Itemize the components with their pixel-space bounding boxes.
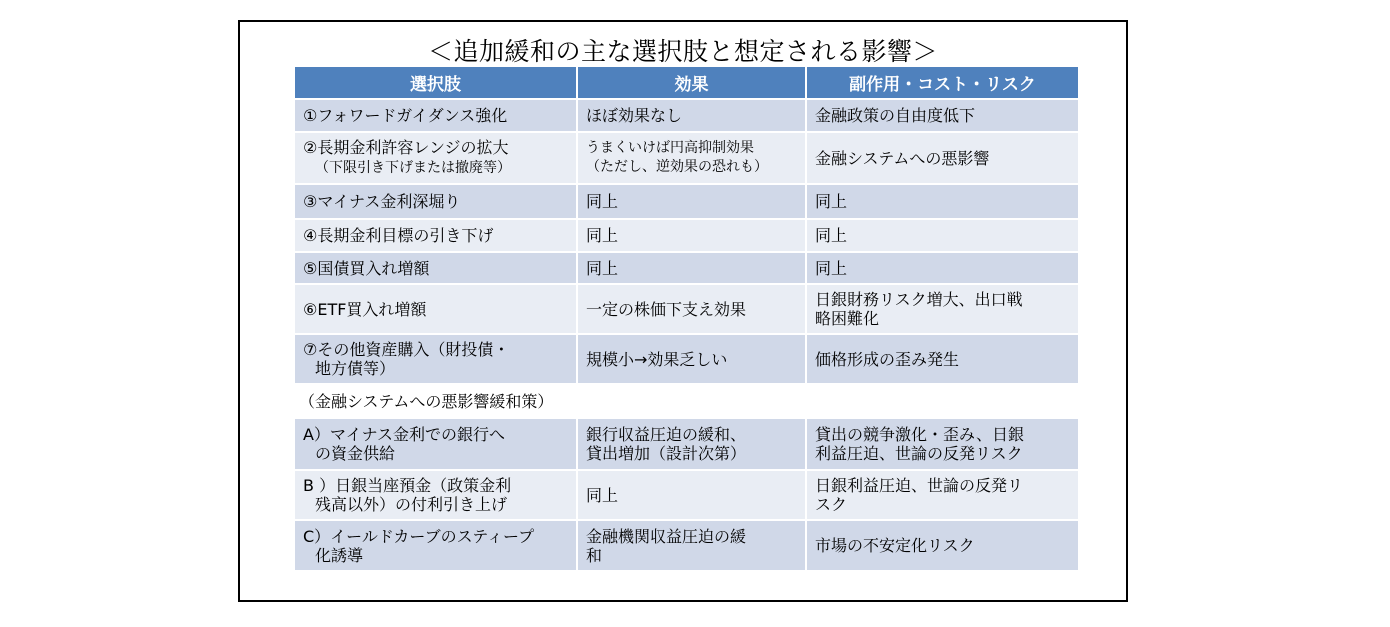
risk-cell: 同上	[806, 184, 1078, 219]
option-cell: A）マイナス金利での銀行へ の資金供給	[295, 418, 577, 470]
risk-cell: 市場の不安定化リスク	[806, 520, 1078, 571]
page-title: ＜追加緩和の主な選択肢と想定される影響＞	[427, 37, 938, 66]
table-row	[295, 418, 1078, 470]
section-note-row	[295, 384, 1078, 418]
risk-cell: 価格形成の歪み発生	[806, 334, 1078, 384]
option-cell: ⑥ETF買入れ増額	[295, 284, 577, 334]
option-cell: ④長期金利目標の引き下げ	[295, 219, 577, 252]
table-row	[295, 334, 1078, 384]
table-row	[295, 284, 1078, 334]
risk-cell: 日銀財務リスク増大、出口戦 略困難化	[806, 284, 1078, 334]
policy-options-table	[295, 67, 1078, 572]
effect-cell: 同上	[577, 184, 806, 219]
option-cell: B ）日銀当座預金（政策金利 残高以外）の付利引き上げ	[295, 470, 577, 520]
table-row	[295, 132, 1078, 184]
risk-cell: 日銀利益圧迫、世論の反発リ スク	[806, 470, 1078, 520]
table-row	[295, 470, 1078, 520]
section-note: （金融システムへの悪影響緩和策）	[295, 384, 1078, 418]
risk-cell: 金融システムへの悪影響	[806, 132, 1078, 184]
effect-cell: 銀行収益圧迫の緩和、 貸出増加（設計次第）	[577, 418, 806, 470]
table-row	[295, 99, 1078, 132]
effect-cell: 同上	[577, 252, 806, 284]
header-risk: 副作用・コスト・リスク	[806, 67, 1078, 99]
table-row	[295, 252, 1078, 284]
table-row	[295, 520, 1078, 571]
risk-cell: 同上	[806, 252, 1078, 284]
effect-cell: 同上	[577, 219, 806, 252]
effect-cell: 一定の株価下支え効果	[577, 284, 806, 334]
header-option: 選択肢	[295, 67, 577, 99]
document-frame	[238, 20, 1128, 602]
effect-cell: ほぼ効果なし	[577, 99, 806, 132]
effect-cell: うまくいけば円高抑制効果 （ただし、逆効果の恐れも）	[577, 132, 806, 184]
table-row	[295, 184, 1078, 219]
option-cell: ⑤国債買入れ増額	[295, 252, 577, 284]
risk-cell: 貸出の競争激化・歪み、日銀 利益圧迫、世論の反発リスク	[806, 418, 1078, 470]
effect-cell: 規模小→効果乏しい	[577, 334, 806, 384]
table-row	[295, 219, 1078, 252]
option-cell: ①フォワードガイダンス強化	[295, 99, 577, 132]
risk-cell: 同上	[806, 219, 1078, 252]
effect-cell: 金融機関収益圧迫の緩 和	[577, 520, 806, 571]
option-cell: ③マイナス金利深堀り	[295, 184, 577, 219]
header-effect: 効果	[577, 67, 806, 99]
option-cell: ②長期金利許容レンジの拡大 （下限引き下げまたは撤廃等）	[295, 132, 577, 184]
option-cell: ⑦その他資産購入（財投債・ 地方債等）	[295, 334, 577, 384]
option-cell: C）イールドカーブのスティープ 化誘導	[295, 520, 577, 571]
effect-cell: 同上	[577, 470, 806, 520]
risk-cell: 金融政策の自由度低下	[806, 99, 1078, 132]
table-header-row	[295, 67, 1078, 99]
